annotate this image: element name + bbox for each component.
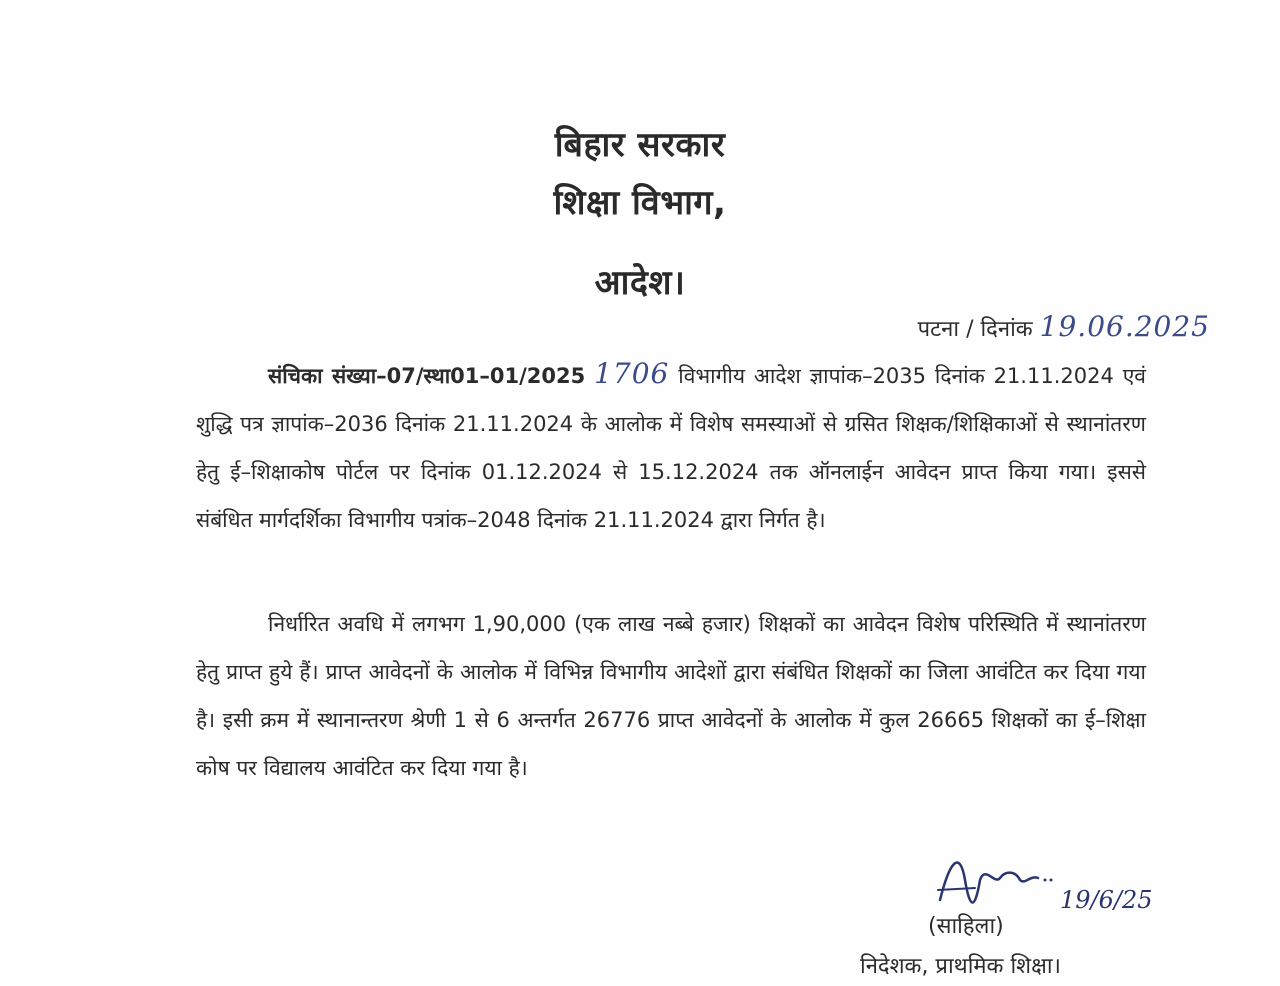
date-label: पटना / दिनांक (917, 317, 1033, 342)
paragraph-1-text: विभागीय आदेश ज्ञापांक–2035 दिनांक 21.11.2024 एवं शुद्धि पत्र ज्ञापांक–2036 दिनांक 21.11.2024 के आलोक में विशेष समस्याओं से ग्रसित शिक्षक/शिक्षिकाओं से स्थानांतरण हेतु ई–शिक्षाकोष पोर्टल पर दिनांक 01.12.2024 से 15.12.2024 तक ऑनलाईन आवेदन प्राप्त किया गया। इससे संबंधित मार्गदर्शिका विभागीय पत्रांक–2048 दिनांक 21.11.2024 द्वारा निर्गत है। (196, 364, 1146, 532)
paragraph-2-text: निर्धारित अवधि में लगभग 1,90,000 (एक लाख नब्बे हजार) शिक्षकों का आवेदन विशेष परिस्थिति में स्थानांतरण हेतु प्राप्त हुये हैं। प्राप्त आवेदनों के आलोक में विभिन्न विभागीय आदेशों द्वारा संबंधित शिक्षकों का जिला आवंटित कर दिया गया है। इसी क्रम में स्थानान्तरण श्रेणी 1 से 6 अन्तर्गत 26776 प्राप्त आवेदनों के आलोक में कुल 26665 शिक्षकों का ई–शिक्षा कोष पर विद्यालय आवंटित कर दिया गया है। (196, 612, 1146, 780)
order-heading: आदेश। (594, 263, 686, 303)
handwritten-file-number: 1706 (594, 357, 670, 390)
signer-designation: निदेशक, प्राथमिक शिक्षा। (860, 954, 1061, 979)
order-paragraph-1 (196, 350, 1146, 544)
file-reference: संचिका संख्या–07/स्था01–01/2025 (268, 364, 586, 388)
handwritten-date: 19.06.2025 (1039, 310, 1210, 343)
order-paragraph-2 (196, 600, 1146, 792)
handwritten-signature (920, 840, 1153, 920)
government-title: बिहार सरकार (554, 125, 726, 165)
department-title: शिक्षा विभाग, (553, 183, 727, 223)
signature-block (920, 840, 1153, 920)
signature-date: 19/6/25 (1060, 886, 1153, 914)
signer-name: (साहिला) (928, 914, 1004, 939)
place-date-line (918, 310, 1210, 343)
